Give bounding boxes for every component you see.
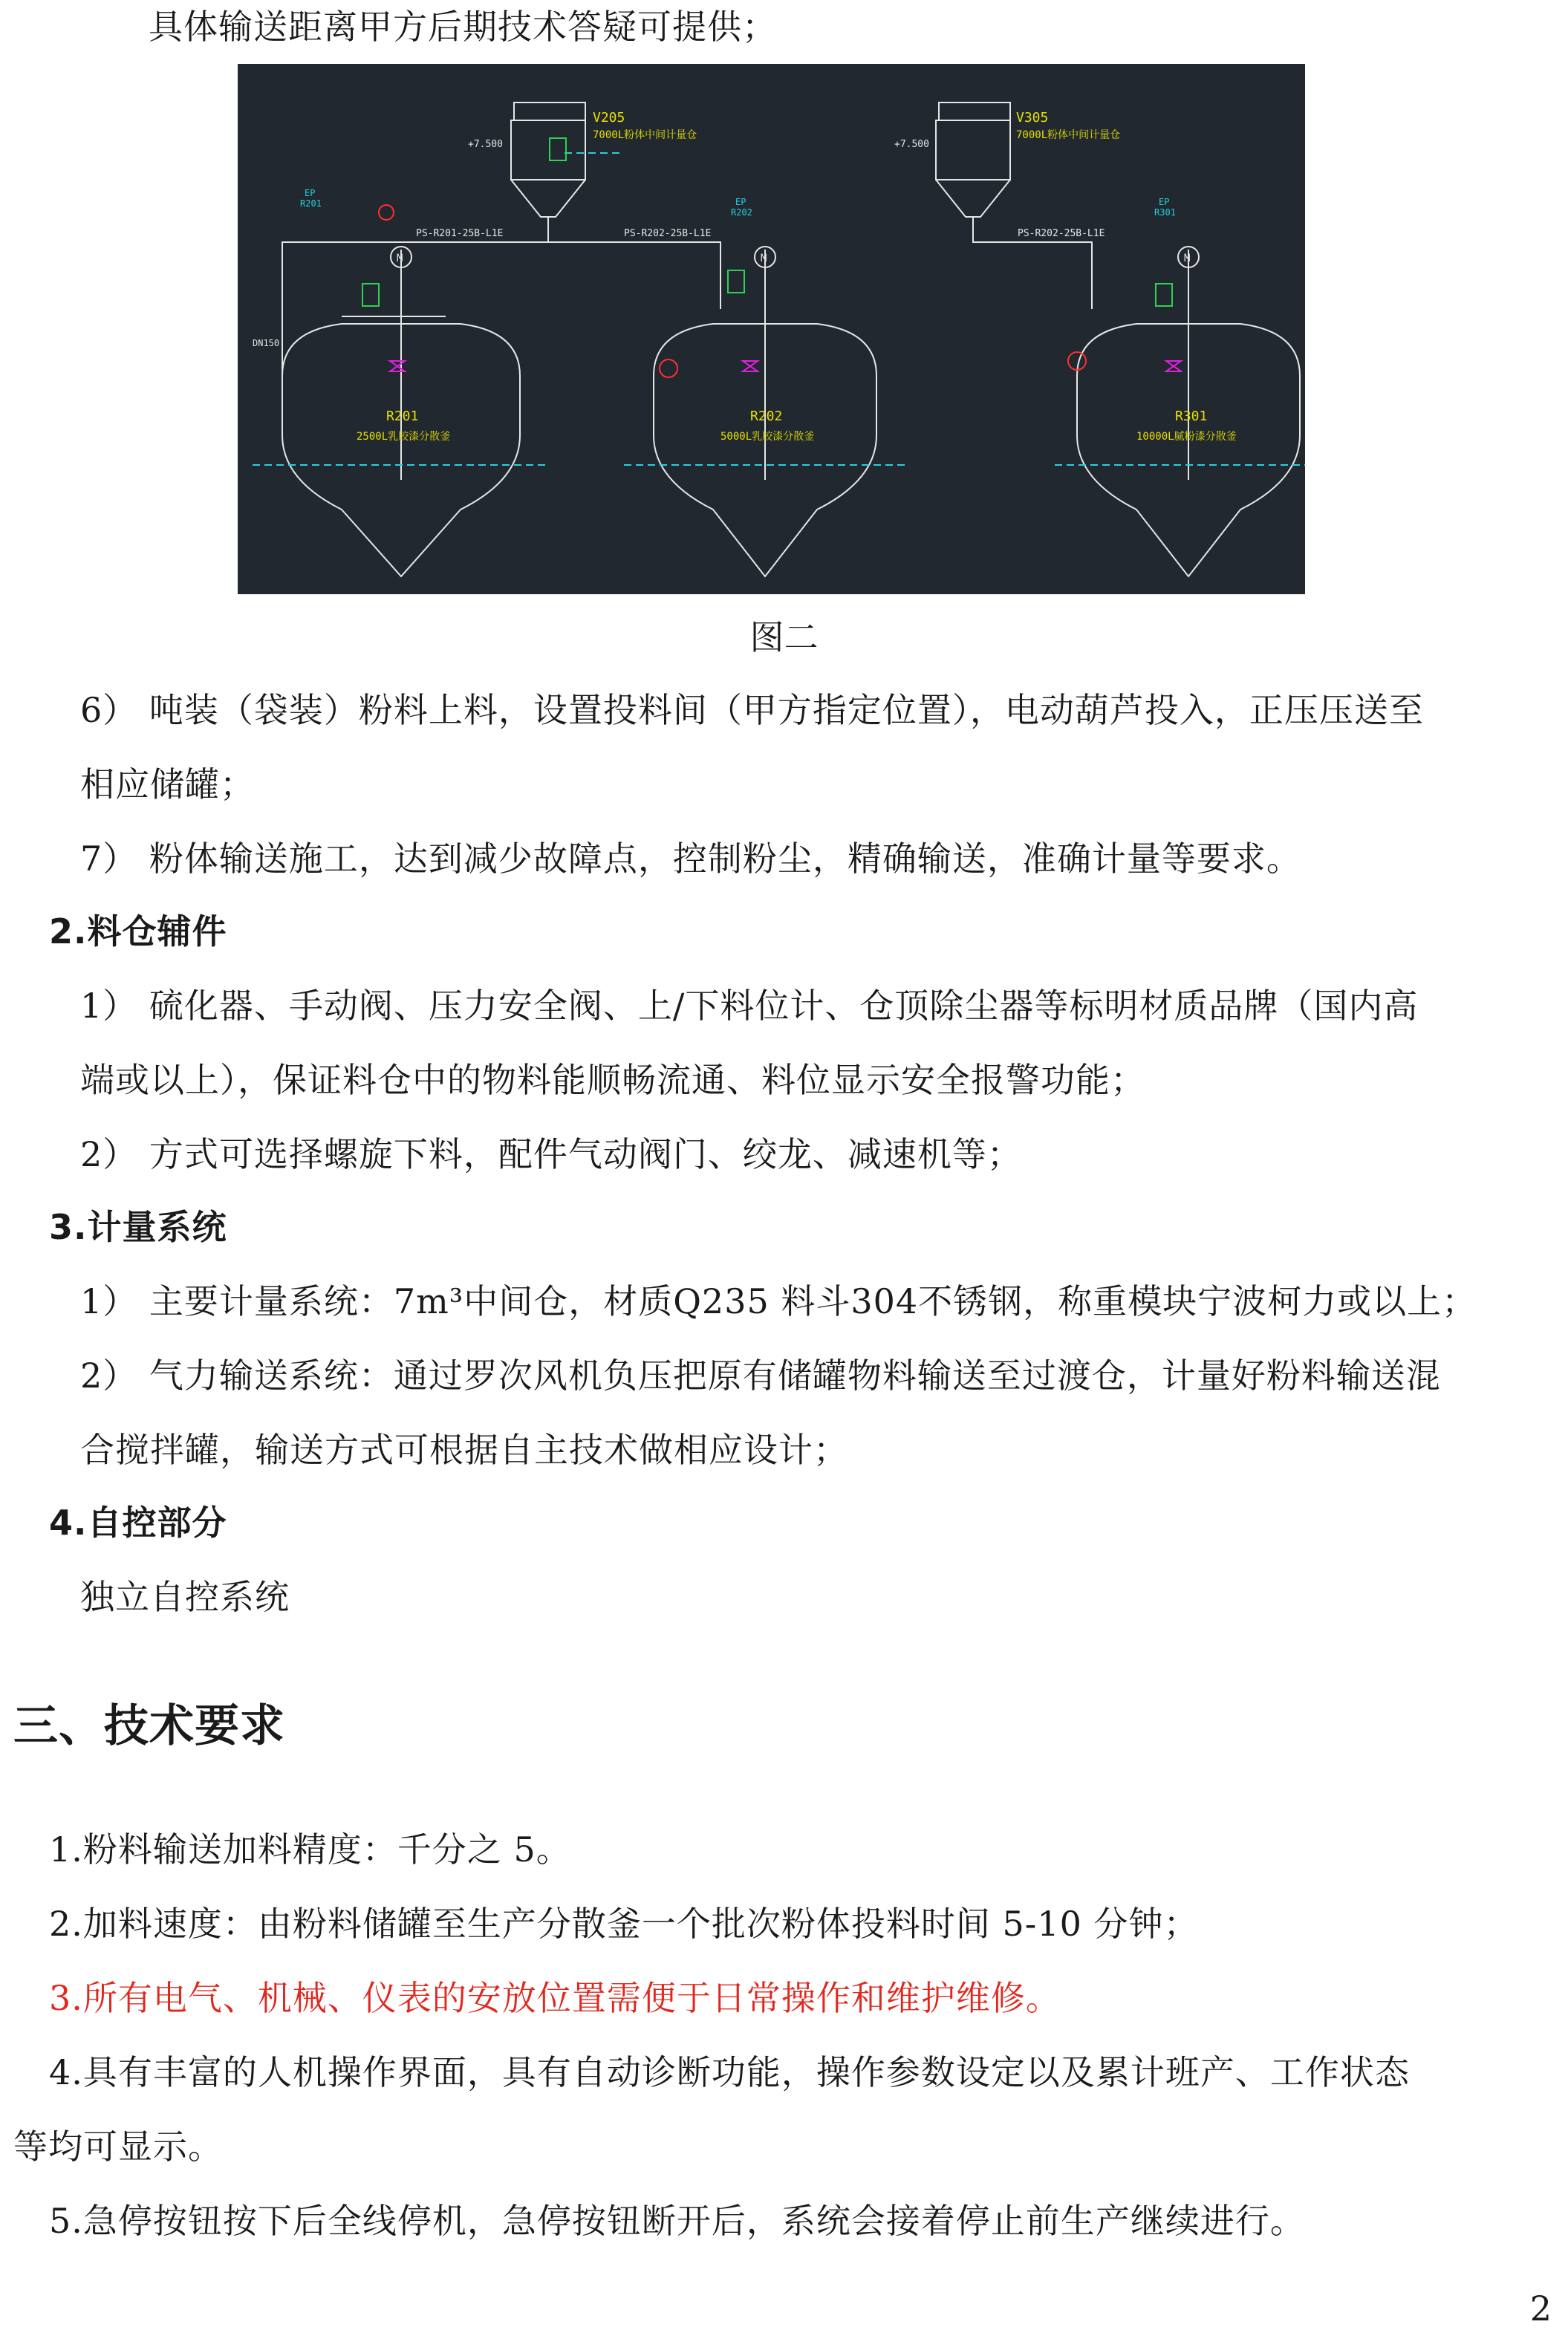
figure-caption: 图二 [749,617,819,657]
r301-motor-label: M [1184,253,1191,264]
ep-r201-ep: EP [305,188,316,198]
elev-label-2: +7.500 [894,139,929,150]
item-6-line-1: 6） 吨装（袋装）粉料上料，设置投料间（甲方指定位置），电动葫芦投入，正压压送至 [80,690,1424,730]
section-3-item-2-line-1: 2） 气力输送系统：通过罗次风机负压把原有储罐物料输送至过渡仓，计量好粉料输送混 [80,1356,1441,1396]
v205-cone [511,180,585,217]
section-2-item-1-line-2: 端或以上），保证料仓中的物料能顺畅流通、料位显示安全报警功能； [80,1060,1145,1100]
elev-label-1: +7.500 [468,139,503,150]
section-3-item-2-line-2: 合搅拌罐，输送方式可根据自主技术做相应设计； [80,1430,848,1470]
r301-tag: R301 [1175,409,1208,424]
v205-top-filter [514,103,585,120]
technical-requirements-heading: 三、技术要求 [13,1700,285,1752]
v205-desc: 7000L粉体中间计量仓 [593,129,697,141]
v305-bin [936,120,1010,180]
tech-req-5: 5.急停按钮按下后全线停机，急停按钮断开后，系统会接着停止前生产继续进行。 [49,2201,1305,2241]
r202-tag: R202 [750,409,783,424]
r202-motor-label: M [761,253,767,264]
v305-cone [936,180,1010,217]
section-4-item-1: 独立自控系统 [80,1577,290,1617]
section-2-title: 2.料仓辅件 [49,911,227,951]
tech-req-2: 2.加料速度：由粉料储罐至生产分散釜一个批次粉体投料时间 5-10 分钟； [49,1904,1199,1944]
ep-r202-ep: EP [735,197,746,207]
section-4-title: 4.自控部分 [49,1503,227,1543]
line-label-2: PS-R202-25B-L1E [624,228,712,239]
pipe-v205-r202 [548,242,720,309]
r301-desc: 10000L腻粉漆分散釜 [1136,431,1237,443]
v305-tag: V305 [1016,110,1049,126]
ep-r201-tag: R201 [300,198,322,209]
ep-r301-ep: EP [1159,197,1170,207]
line-label-3: PS-R202-25B-L1E [1018,228,1105,239]
r201-desc: 2500L乳胶漆分散釜 [357,431,451,443]
item-6-line-2: 相应储罐； [80,764,255,804]
page-number: 2 [1529,2288,1552,2329]
tech-req-4-line-2: 等均可显示。 [13,2127,223,2167]
ep-r301-tag: R301 [1154,207,1176,218]
r201-motor-label: M [397,253,403,264]
section-3-title: 3.计量系统 [49,1207,227,1247]
v205-tag: V205 [593,110,625,126]
v205-bin [511,120,585,180]
pipe-v305-r301 [973,232,1092,309]
section-3-item-1: 1） 主要计量系统：7m³中间仓，材质Q235 料斗304不锈钢，称重模块宁波柯力或以上； [80,1281,1477,1321]
intro-line: 具体输送距离甲方后期技术答疑可提供； [149,7,777,47]
r202-desc: 5000L乳胶漆分散釜 [720,431,815,443]
section-2-item-1-line-1: 1） 硫化器、手动阀、压力安全阀、上/下料位计、仓顶除尘器等标明材质品牌（国内高 [80,986,1419,1026]
section-2-item-2: 2） 方式可选择螺旋下料，配件气动阀门、绞龙、减速机等； [80,1134,1022,1174]
tech-req-4-line-1: 4.具有丰富的人机操作界面，具有自动诊断功能，操作参数设定以及累计班产、工作状态 [49,2052,1410,2092]
process-flow-diagram-figure [238,64,1305,594]
ep-r202-tag: R202 [731,207,752,218]
line-label-1: PS-R201-25B-L1E [416,228,504,239]
item-7: 7） 粉体输送施工，达到减少故障点，控制粉尘，精确输送，准确计量等要求。 [80,839,1301,879]
v305-top-filter [939,103,1010,120]
pid-drawing [238,64,1305,594]
v305-desc: 7000L粉体中间计量仓 [1016,129,1121,141]
tech-req-1: 1.粉料输送加料精度：千分之 5。 [49,1829,571,1870]
r201-tag: R201 [386,409,419,424]
tech-req-3: 3.所有电气、机械、仪表的安放位置需便于日常操作和维护维修。 [49,1978,1061,2018]
pipe-v205-r201 [282,232,548,376]
nozzle-label: DN150 [253,338,280,348]
